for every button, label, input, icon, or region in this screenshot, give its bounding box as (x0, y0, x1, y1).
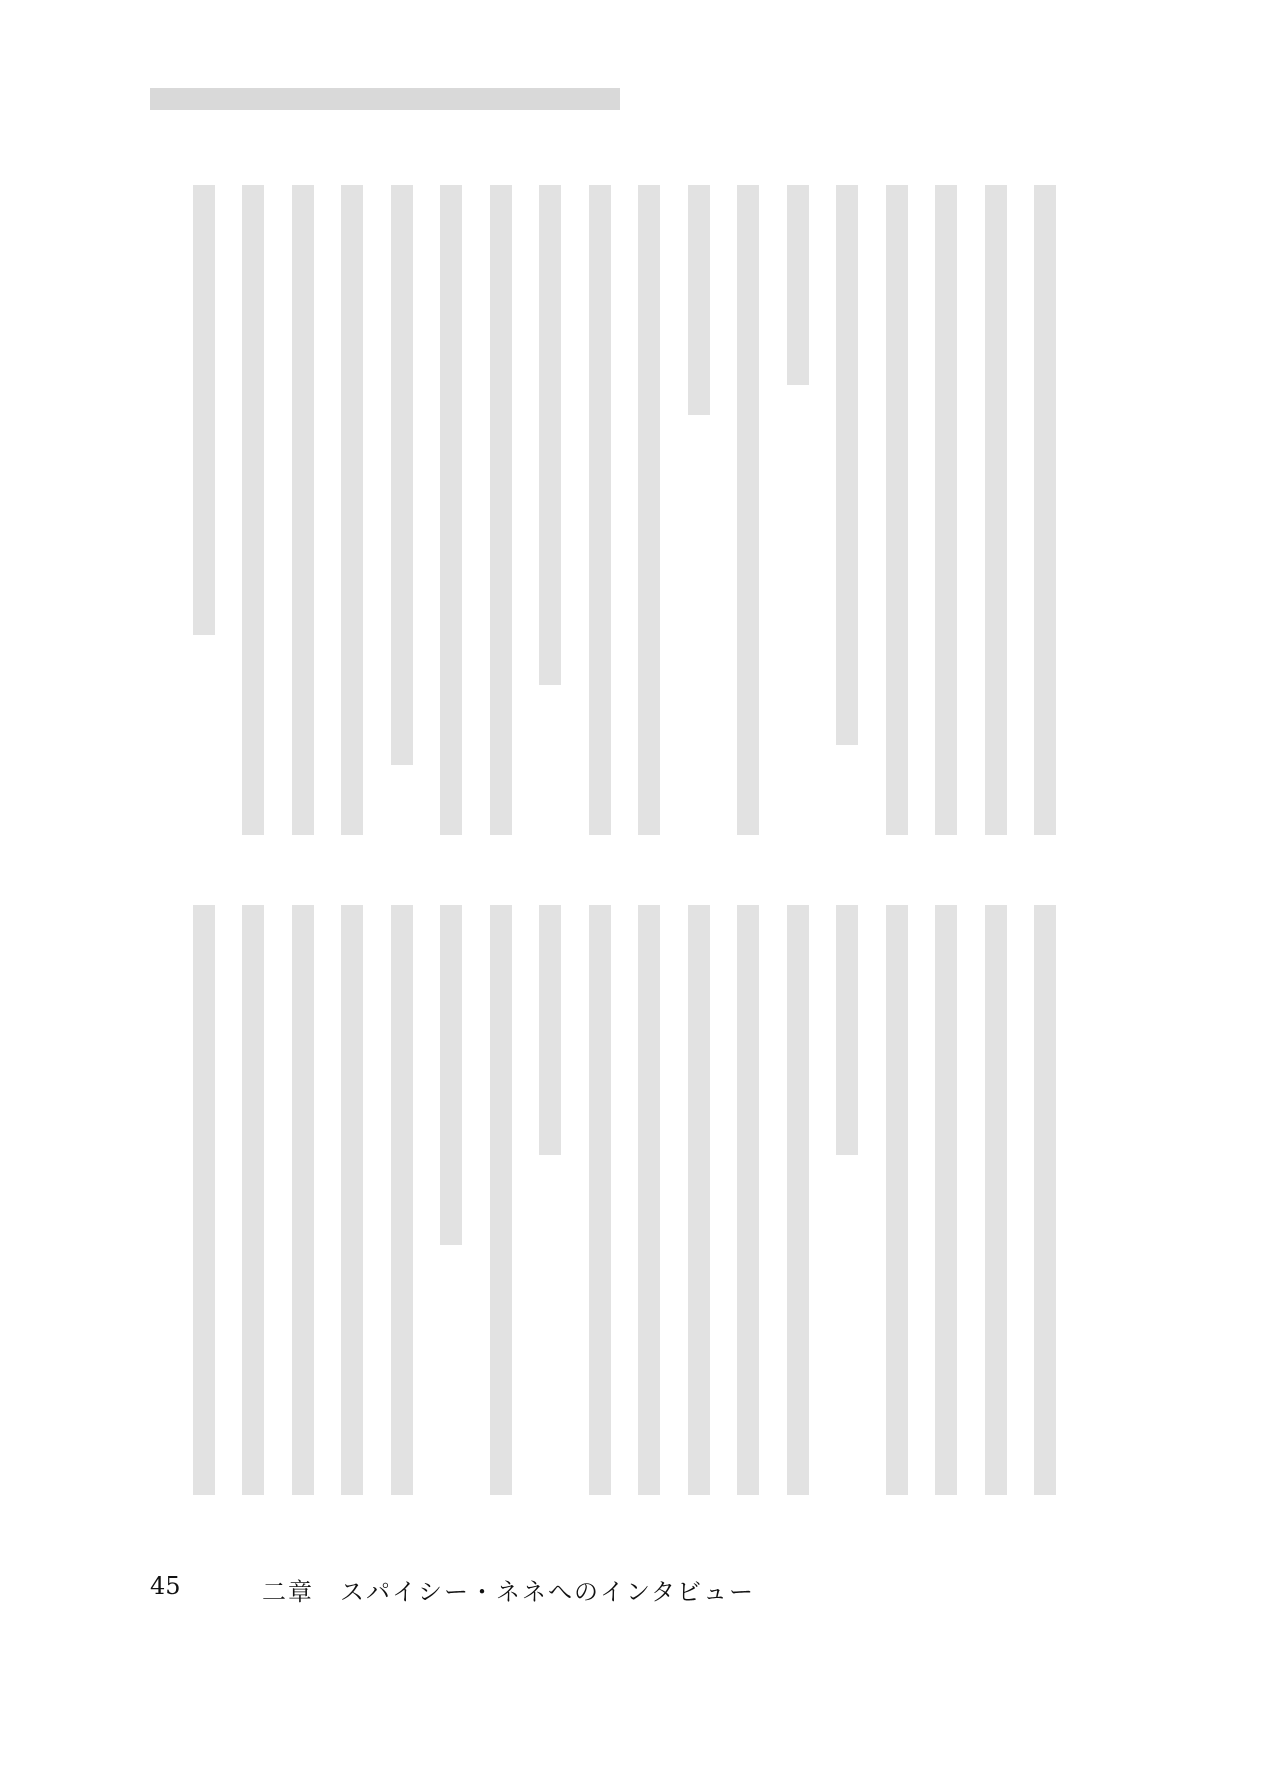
text-column-placeholder (391, 185, 413, 765)
text-column-placeholder (341, 185, 363, 835)
text-column-placeholder (440, 185, 462, 835)
text-column-placeholder (1034, 905, 1056, 1495)
text-column-placeholder (292, 905, 314, 1495)
page-number: 45 (150, 1572, 181, 1600)
text-column-placeholder (935, 905, 957, 1495)
text-column-placeholder (341, 905, 363, 1495)
text-column-placeholder (985, 185, 1007, 835)
text-column-placeholder (836, 185, 858, 745)
text-column-placeholder (688, 905, 710, 1495)
text-column-placeholder (539, 905, 561, 1155)
text-column-placeholder (292, 185, 314, 835)
text-column-placeholder (638, 905, 660, 1495)
text-column-placeholder (490, 905, 512, 1495)
text-column-placeholder (589, 905, 611, 1495)
text-column-placeholder (985, 905, 1007, 1495)
chapter-title: 二章 スパイシー・ネネへのインタビュー (262, 1578, 756, 1606)
text-column-placeholder (440, 905, 462, 1245)
text-column-placeholder (193, 185, 215, 635)
text-column-placeholder (886, 905, 908, 1495)
text-column-placeholder (242, 905, 264, 1495)
text-column-placeholder (737, 185, 759, 835)
text-column-placeholder (638, 185, 660, 835)
running-header-placeholder (150, 88, 620, 110)
text-column-placeholder (787, 185, 809, 385)
text-column-placeholder (787, 905, 809, 1495)
text-column-placeholder (391, 905, 413, 1495)
text-column-placeholder (193, 905, 215, 1495)
text-column-placeholder (935, 185, 957, 835)
text-column-placeholder (886, 185, 908, 835)
text-column-placeholder (539, 185, 561, 685)
text-column-placeholder (242, 185, 264, 835)
text-column-placeholder (688, 185, 710, 415)
text-column-placeholder (589, 185, 611, 835)
text-column-placeholder (737, 905, 759, 1495)
text-column-placeholder (836, 905, 858, 1155)
text-column-placeholder (490, 185, 512, 835)
text-column-placeholder (1034, 185, 1056, 835)
